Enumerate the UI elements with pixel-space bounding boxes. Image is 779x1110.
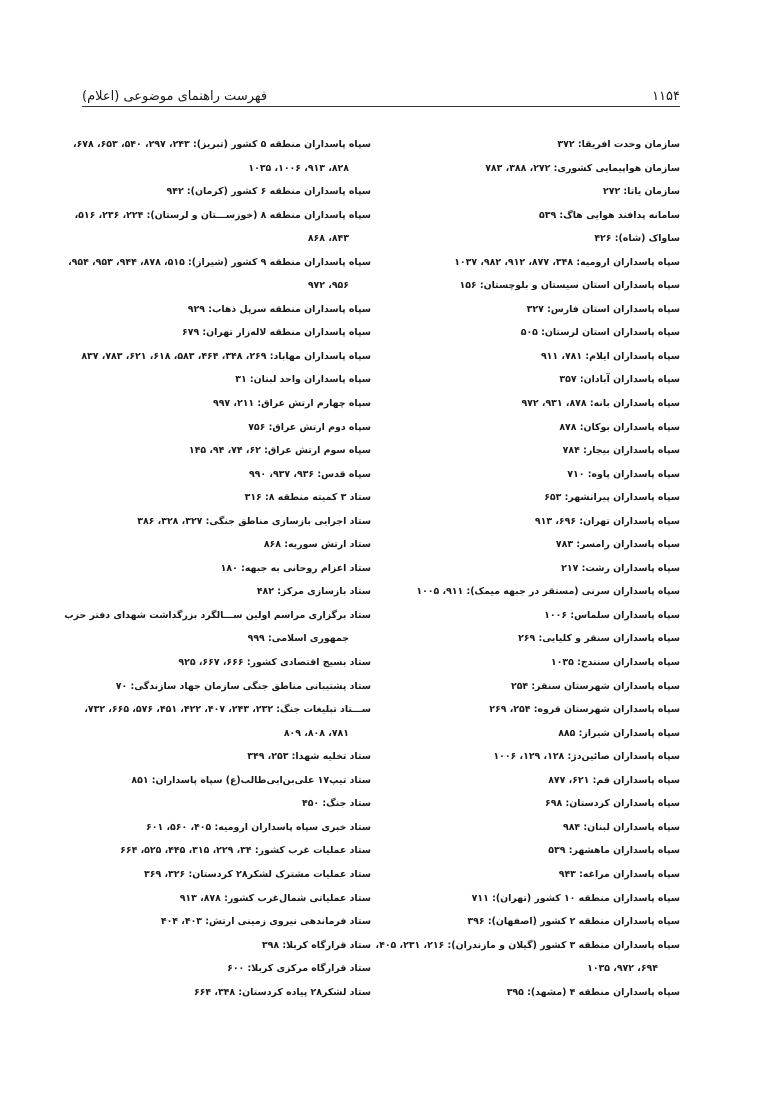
index-entry: سپاه پاسداران منطقه ۸ (خوزســـتان و لرستان): ۲۲۴، ۲۳۶، ۵۱۶، <box>74 209 371 221</box>
index-entry: سپاه پاسداران منطقه ۲ کشور (اصفهان): ۳۹۶ <box>467 916 680 928</box>
index-entry: ستاد پشتیبانی مناطق جنگی سازمان جهاد سازندگی: ۷۰ <box>115 680 371 692</box>
index-entry: سامانه پدافند هوایی هاگ: ۵۳۹ <box>539 209 680 221</box>
index-entry: سپاه پاسداران تهران: ۶۹۶، ۹۱۳ <box>534 515 680 527</box>
index-entry: سپاه پاسداران منطقه ۴ (مشهد): ۳۹۵ <box>506 986 680 998</box>
index-entry: ســـتاد تبلیغات جنگ: ۲۳۲، ۲۴۳، ۴۰۷، ۴۲۲، ۴۵۱، ۵۷۶، ۶۶۵، ۷۳۲، <box>84 704 371 716</box>
index-entry: سپاه قدس: ۹۳۶، ۹۳۷، ۹۹۰ <box>248 468 371 480</box>
index-entry: سپاه پاسداران منطقه لاله‌زار تهران: ۶۷۹ <box>182 327 371 339</box>
index-entry: سپاه پاسداران سنندج: ۱۰۳۵ <box>550 657 680 669</box>
index-entry: سپاه پاسداران بیجار: ۷۸۴ <box>562 445 680 457</box>
index-column-right <box>375 133 680 1004</box>
index-entry: سپاه پاسداران ایلام: ۷۸۱، ۹۱۱ <box>540 350 680 362</box>
index-entry: سپاه پاسداران منطقه ۹ کشور (شیراز): ۵۱۵، ۸۷۸، ۹۴۴، ۹۵۳، ۹۵۴، <box>68 256 371 268</box>
index-entry: سپاه پاسداران صائین‌دژ: ۱۲۸، ۱۲۹، ۱۰۰۶ <box>493 751 680 763</box>
index-entry: سپاه پاسداران استان سیستان و بلوچستان: ۱۵۶ <box>459 280 680 292</box>
index-entry-continuation: جمهوری اسلامی: ۹۹۹ <box>247 633 349 645</box>
index-entry: ستاد جنگ: ۴۵۰ <box>301 798 371 810</box>
index-entry: سپاه پاسداران سرنی (مستقر در جبهه میمک): ۹۱۱، ۱۰۰۵ <box>416 586 680 598</box>
index-entry: ستاد تخلیه شهدا: ۲۵۳، ۳۴۹ <box>247 751 371 763</box>
index-entry-continuation: ۸۲۸، ۹۱۳، ۱۰۰۶، ۱۰۳۵ <box>248 162 349 174</box>
index-entry: سپاه پاسداران پیرانشهر: ۶۵۳ <box>544 492 680 504</box>
index-entry: ستاد ۳ کمیته منطقه ۸: ۳۱۶ <box>244 492 371 504</box>
index-entry: سپاه پاسداران آبادان: ۳۵۷ <box>559 374 680 386</box>
index-entry: ستاد اجرایی بازسازی مناطق جنگی: ۳۲۷، ۳۲۸، ۳۸۶ <box>137 515 371 527</box>
index-entry: سپاه پاسداران استان لرستان: ۵۰۵ <box>520 327 680 339</box>
index-entry: سپاه پاسداران منطقه ۱۰ کشور (تهران): ۷۱۱ <box>471 892 680 904</box>
index-entry: ستاد برگزاری مراسم اولین ســـالگرد بزرگداشت شهدای دفتر حزب <box>64 609 371 621</box>
index-entry: سپاه پاسداران سلماس: ۱۰۰۶ <box>544 609 680 621</box>
index-entry: ستاد بازسازی مرکز: ۴۸۲ <box>256 586 371 598</box>
index-entry: ستاد عملیاتی شمال‌غرب کشور: ۸۷۸، ۹۱۳ <box>179 892 371 904</box>
index-entry: سپاه پاسداران شهرستان سنقر: ۲۵۴ <box>510 680 680 692</box>
index-entry: سپاه پاسداران لبنان: ۹۸۴ <box>562 821 680 833</box>
index-entry: ستاد تیپ۱۷ علی‌بن‌ابی‌طالب(ع) سپاه پاسداران: ۸۵۱ <box>131 774 371 786</box>
index-entry: سپاه پاسداران مراغه: ۹۴۳ <box>558 868 680 880</box>
index-column-left <box>64 133 371 1004</box>
index-entry: سپاه پاسداران قم: ۶۲۱، ۸۷۷ <box>548 774 680 786</box>
index-entry: سپاه پاسداران واحد لبنان: ۳۱ <box>235 374 371 386</box>
index-entry: ستاد ارتش سوریه: ۸۶۸ <box>263 539 371 551</box>
index-entry: سپاه پاسداران شیراز: ۸۸۵ <box>558 727 680 739</box>
index-entry: سپاه پاسداران شهرستان قروه: ۲۵۴، ۲۶۹ <box>489 704 680 716</box>
index-entry: سپاه پاسداران رشت: ۲۱۷ <box>561 562 680 574</box>
index-entry: سپاه پاسداران منطقه سرپل ذهاب: ۹۲۹ <box>187 303 371 315</box>
index-entry: ستاد عملیات غرب کشور: ۳۴، ۲۲۹، ۳۱۵، ۴۴۵، ۵۲۵، ۶۶۴ <box>120 845 371 857</box>
page-number: ۱۱۵۴ <box>652 89 680 104</box>
index-entry: سپاه پاسداران منطقه ۶ کشور (کرمان): ۹۴۲ <box>166 186 371 198</box>
index-entry: ساواک (شاه): ۴۲۶ <box>594 233 680 245</box>
index-entry: سپاه پاسداران ارومیه: ۳۴۸، ۸۷۷، ۹۱۲، ۹۸۲، ۱۰۳۷ <box>454 256 680 268</box>
index-entry: سپاه پاسداران بوکان: ۸۷۸ <box>559 421 680 433</box>
index-entry: سپاه پاسداران استان فارس: ۳۲۷ <box>526 303 680 315</box>
index-entry: سپاه پاسداران منطقه ۵ کشور (تبریز): ۲۴۳، ۲۹۷، ۵۴۰، ۶۵۳، ۶۷۸، <box>73 139 371 150</box>
index-entry-continuation: ۷۸۱، ۸۰۸، ۸۰۹ <box>283 727 349 739</box>
index-entry: سپاه سوم ارتش عراق: ۶۲، ۷۴، ۹۴، ۱۴۵ <box>188 445 371 457</box>
index-entry: سپاه پاسداران سنقر و کلیایی: ۲۶۹ <box>518 633 680 645</box>
index-entry: سپاه چهارم ارتش عراق: ۲۱۱، ۹۹۷ <box>212 398 371 410</box>
index-entry: سازمان هواپیمایی کشوری: ۲۷۲، ۳۸۸، ۷۸۳ <box>485 162 680 174</box>
index-entry: سپاه پاسداران پاوه: ۷۱۰ <box>567 468 680 480</box>
header-title: فهرست راهنمای موضوعی (اعلام) <box>82 89 268 104</box>
index-entry: ستاد عملیات مشترک لشکر۲۸ کردستان: ۳۲۶، ۳۶۹ <box>144 868 371 880</box>
index-entry: سازمان وحدت افریقا: ۳۷۲ <box>557 139 680 150</box>
index-entry: ستاد اعزام روحانی به جبهه: ۱۸۰ <box>220 562 371 574</box>
index-entry-continuation: ۸۴۳، ۸۶۸ <box>307 233 349 245</box>
index-entry: ستاد قرارگاه کربلا: ۳۹۸ <box>261 939 371 951</box>
index-entry: سپاه پاسداران ماهشهر: ۵۳۹ <box>548 845 680 857</box>
index-entry: سازمان یاتا: ۲۷۲ <box>603 186 680 198</box>
header-divider <box>82 106 680 107</box>
index-entry-continuation: ۶۹۴، ۹۷۲، ۱۰۳۵ <box>587 963 658 975</box>
index-entry: سپاه پاسداران رامسر: ۷۸۳ <box>555 539 680 551</box>
index-entry: ستاد فرماندهی نیروی زمینی ارتش: ۴۰۳، ۴۰۴ <box>160 916 371 928</box>
index-entry: سپاه پاسداران کردستان: ۶۹۸ <box>545 798 680 810</box>
page-header <box>82 80 680 104</box>
index-entry-continuation: ۹۵۶، ۹۷۲ <box>307 280 349 292</box>
index-entry: سپاه دوم ارتش عراق: ۷۵۶ <box>248 421 371 433</box>
index-entry: سپاه پاسداران بانه: ۸۷۸، ۹۳۱، ۹۷۲ <box>521 398 680 410</box>
index-entry: ستاد لشکر۲۸ پیاده کردستان: ۳۴۸، ۶۶۴ <box>193 986 371 998</box>
index-entry: ستاد قرارگاه مرکزی کربلا: ۶۰۰ <box>227 963 371 975</box>
index-entry: سپاه پاسداران منطقه ۳ کشور (گیلان و مازندران): ۲۱۶، ۲۳۱، ۴۰۵، <box>375 939 680 951</box>
index-entry: ستاد بسیج اقتصادی کشور: ۶۶۶، ۶۶۷، ۹۲۵ <box>178 657 371 669</box>
index-entry: سپاه پاسداران مهاباد: ۲۶۹، ۳۴۸، ۴۶۴، ۵۸۳، ۶۱۸، ۶۲۱، ۷۸۳، ۸۳۷ <box>81 350 371 362</box>
index-entry: ستاد خبری سپاه پاسداران ارومیه: ۴۰۵، ۵۶۰، ۶۰۱ <box>146 821 371 833</box>
